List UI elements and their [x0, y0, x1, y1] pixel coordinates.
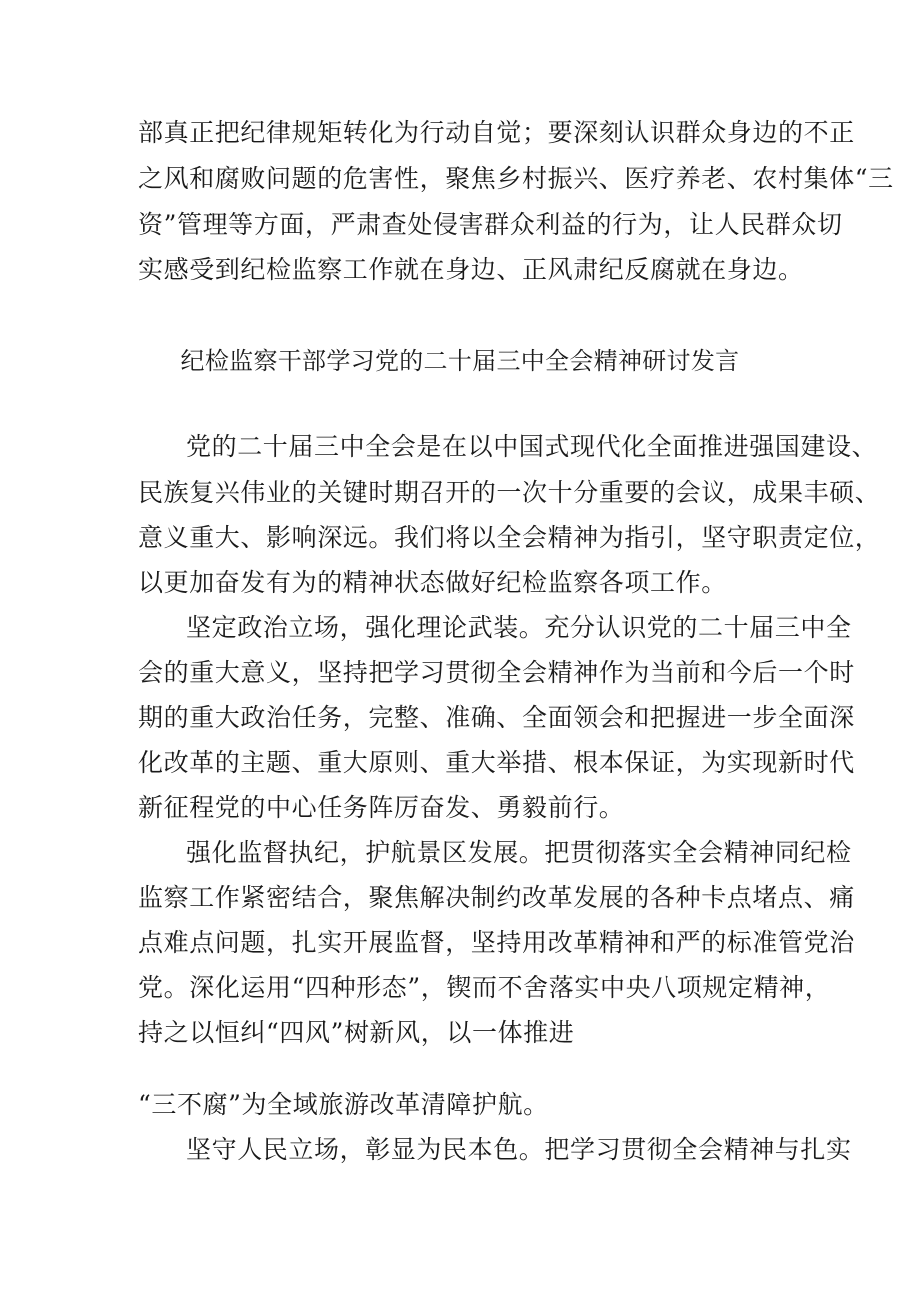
document-title: 纪检监察干部学习党的二十届三中全会精神研讨发言 — [180, 347, 740, 375]
text-line: 民族复兴伟业的关键时期召开的一次十分重要的会议，成果丰硕、 — [138, 478, 881, 507]
text-line: 化改革的主题、重大原则、重大举措、根本保证，为实现新时代 — [138, 748, 855, 777]
text-line: 监察工作紧密结合，聚焦解决制约改革发展的各种卡点堵点、痛 — [138, 883, 855, 912]
text-line: 期的重大政治任务，完整、准确、全面领会和把握进一步全面深 — [138, 703, 855, 732]
text-line: 党。深化运用“四种形态”，锲而不舍落实中央八项规定精神， — [138, 973, 831, 1002]
text-line: 会的重大意义，坚持把学习贯彻全会精神作为当前和今后一个时 — [138, 658, 855, 687]
text-line: 新征程党的中心任务阵厉奋发、勇毅前行。 — [138, 793, 625, 822]
text-line: 部真正把纪律规矩转化为行动自觉；要深刻认识群众身边的不正 — [138, 118, 855, 147]
text-line: 坚定政治立场，强化理论武装。充分认识党的二十届三中全 — [186, 613, 852, 642]
text-line: 资”管理等方面，严肃查处侵害群众利益的行为，让人民群众切 — [138, 210, 843, 239]
text-line: 坚守人民立场，彰显为民本色。把学习贯彻全会精神与扎实 — [186, 1135, 852, 1164]
text-line: 党的二十届三中全会是在以中国式现代化全面推进强国建设、 — [186, 432, 878, 461]
text-line: 强化监督执纪，护航景区发展。把贯彻落实全会精神同纪检 — [186, 838, 852, 867]
text-line: 之风和腐败问题的危害性，聚焦乡村振兴、医疗养老、农村集体“三 — [138, 164, 894, 193]
text-line: 以更加奋发有为的精神状态做好纪检监察各项工作。 — [138, 568, 727, 597]
text-line: 点难点问题，扎实开展监督，坚持用改革精神和严的标准管党治 — [138, 928, 855, 957]
text-line: “三不腐”为全域旅游改革清障护航。 — [138, 1090, 549, 1119]
text-line: 持之以恒纠“四风”树新风，以一体推进 — [138, 1018, 575, 1047]
text-line: 意义重大、影响深远。我们将以全会精神为指引，坚守职责定位， — [138, 523, 881, 552]
text-line: 实感受到纪检监察工作就在身边、正风肃纪反腐就在身边。 — [138, 255, 804, 284]
